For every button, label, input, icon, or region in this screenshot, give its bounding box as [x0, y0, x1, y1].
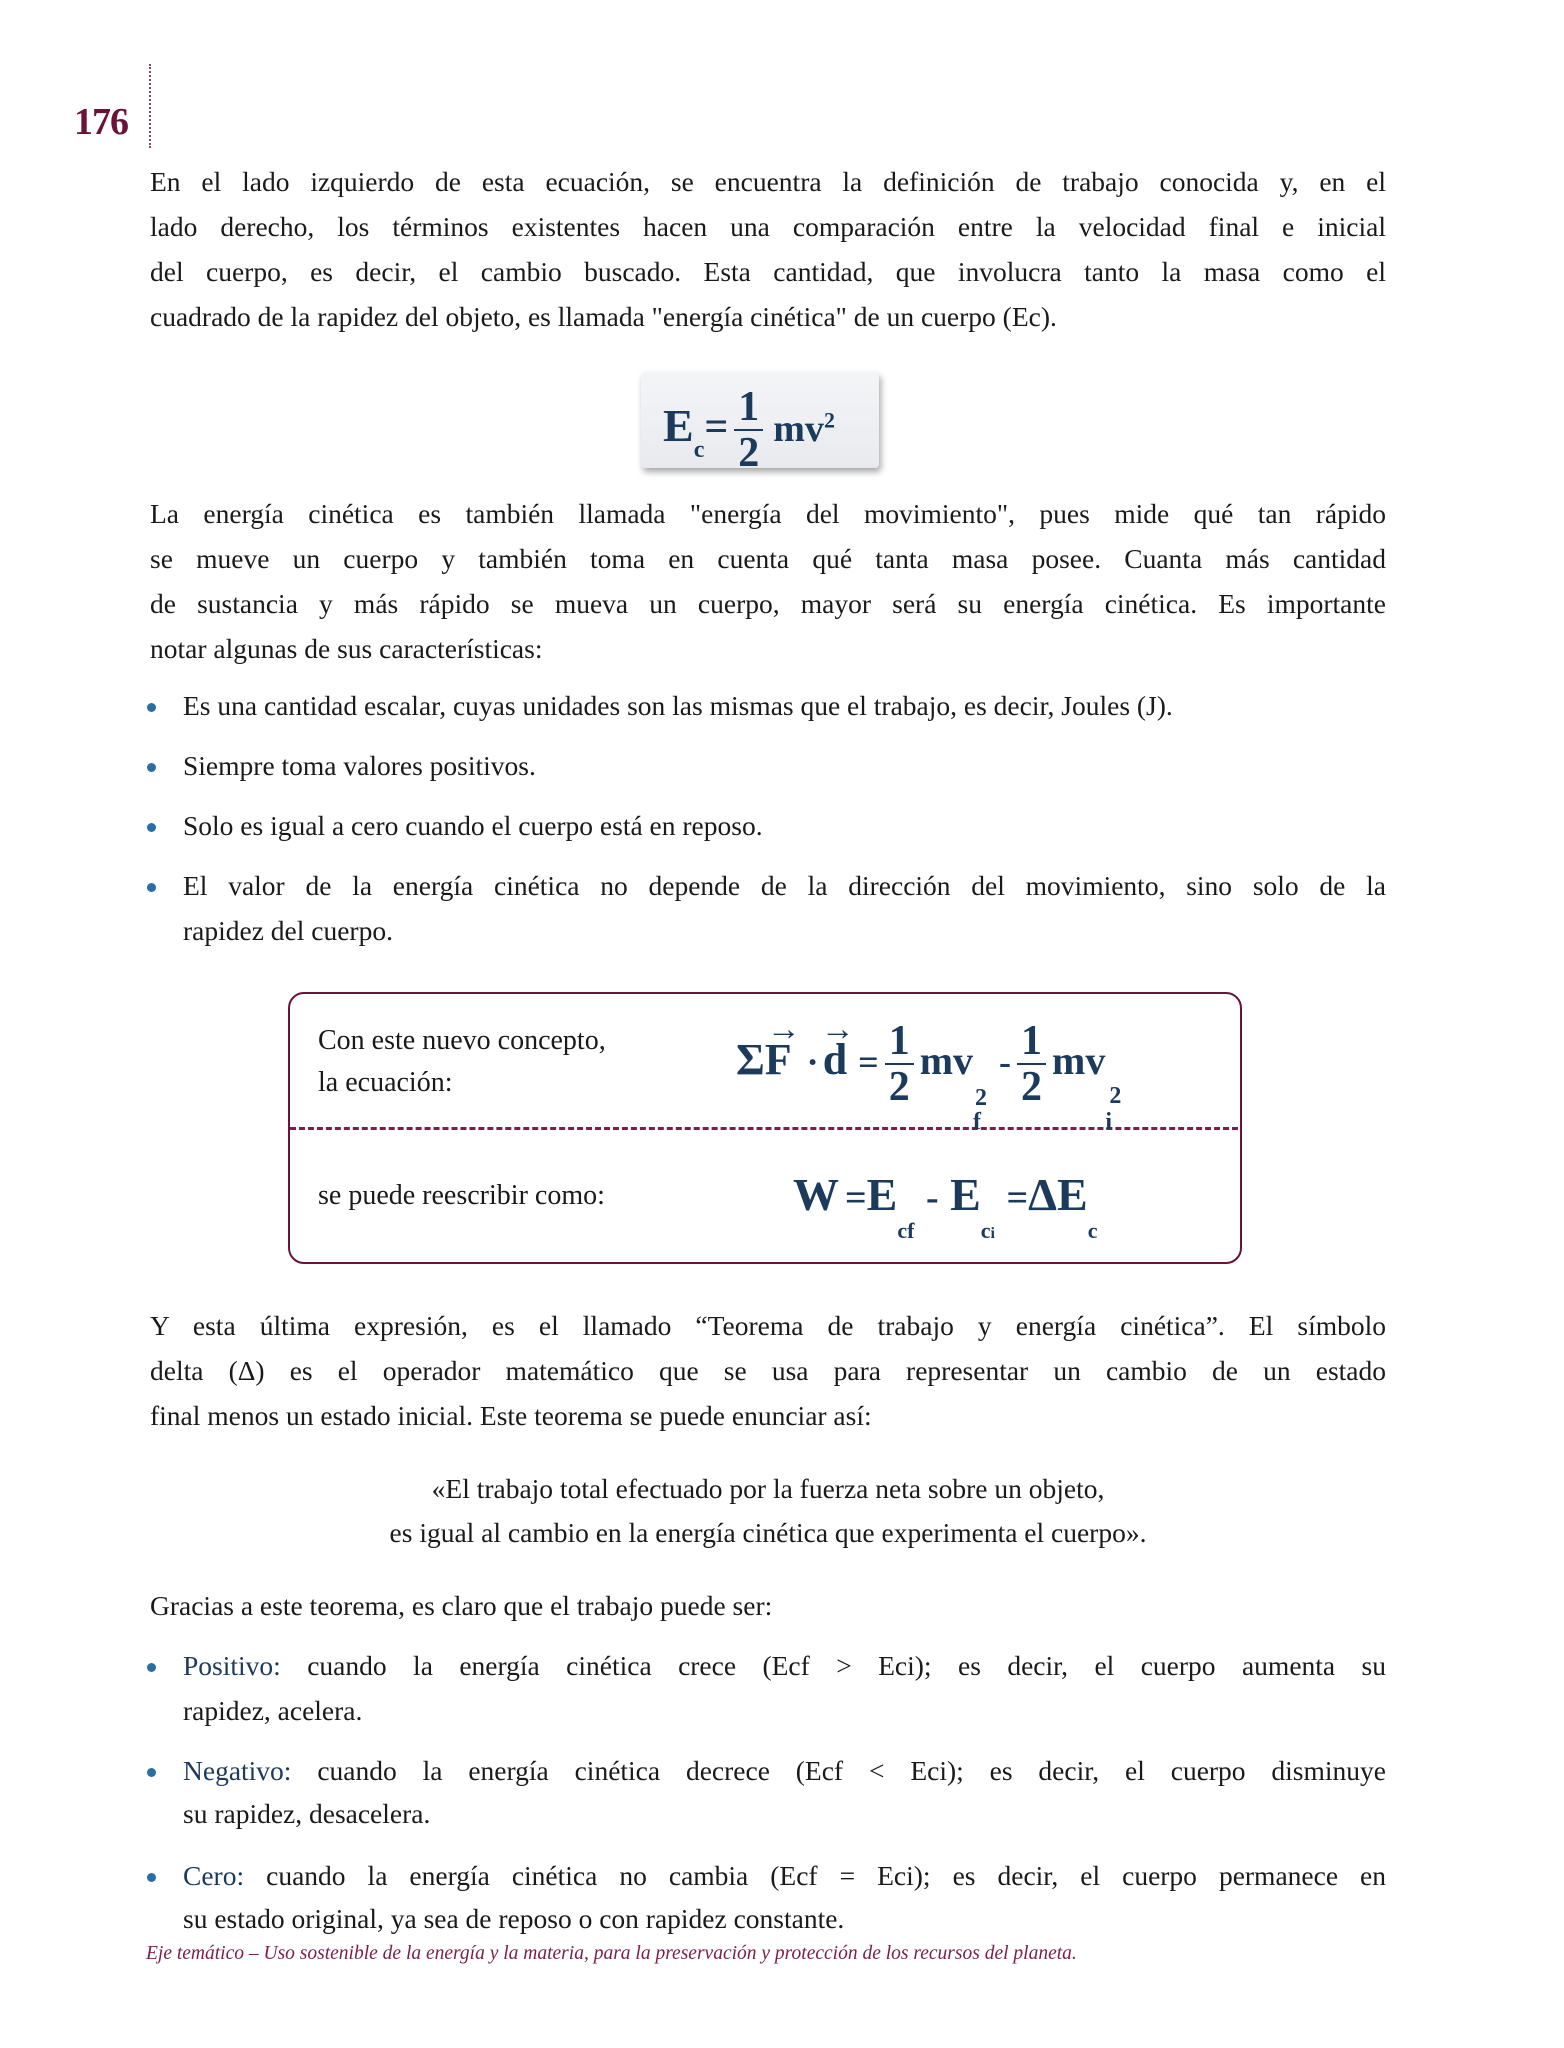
page-number-divider: [149, 64, 151, 148]
label-line: la ecuación:: [318, 1067, 453, 1098]
vector-arrow-icon: →: [820, 1011, 855, 1048]
formula-lhs: $E_c$: [663, 399, 705, 463]
text-line: La energía cinética es también llamada "energía del movimiento", pues mide qué tan rápido: [150, 498, 1386, 529]
text-line: Y esta última expresión, es el llamado “Teorema de trabajo y energía cinética”. El símbolo: [150, 1310, 1386, 1341]
bullet-icon: [147, 1873, 156, 1882]
page-number: 176: [74, 101, 128, 143]
formula-term: $mv^2$: [773, 407, 835, 450]
list-item-text: Solo es igual a cero cuando el cuerpo está en reposo.: [183, 810, 763, 841]
bullet-icon: [147, 763, 156, 772]
quote-line: «El trabajo total efectuado por la fuerza neta sobre un objeto,: [431, 1473, 1105, 1504]
text-line: delta (Δ) es el operador matemático que se usa para representar un cambio de un estado: [150, 1355, 1386, 1386]
list-item-text: Siempre toma valores positivos.: [183, 750, 536, 781]
box-divider: [290, 1127, 1238, 1130]
case-term: Cero:: [183, 1860, 245, 1891]
case-term: Negativo:: [183, 1755, 292, 1786]
label-line: Con este nuevo concepto,: [318, 1025, 606, 1056]
text-line: cuadrado de la rapidez del objeto, es llamada "energía cinética" de un cuerpo (Ec).: [150, 301, 1057, 332]
list-item-text: Negativo: cuando la energía cinética decrece (Ecf < Eci); es decir, el cuerpo disminuye: [183, 1755, 1386, 1786]
text-line: se mueve un cuerpo y también toma en cuenta qué tanta masa posee. Cuanta más cantidad: [150, 543, 1386, 574]
text-line: En el lado izquierdo de esta ecuación, se encuentra la definición de trabajo conocida y, en el: [150, 166, 1386, 197]
kinetic-energy-formula: [641, 372, 879, 477]
page-footer: Eje temático – Uso sostenible de la energía y la materia, para la preservación y protección de los recursos del planeta.: [146, 1943, 1077, 1964]
list-item-text: Cero: cuando la energía cinética no cambia (Ecf = Eci); es decir, el cuerpo permanece en: [183, 1860, 1386, 1891]
text-line: del cuerpo, es decir, el cambio buscado. Esta cantidad, que involucra tanto la masa como el: [150, 256, 1386, 287]
text-line: lado derecho, los términos existentes hacen una comparación entre la velocidad final e inicial: [150, 211, 1386, 242]
box-bottom-label: se puede reescribir como:: [318, 1180, 605, 1211]
work-energy-equation: Σ → F · → d = $\frac{1}{2}$ mv 2 f - $\frac{1}{2}$ mv 2 i: [736, 1010, 1131, 1112]
bullet-icon: [147, 823, 156, 832]
work-cases-intro: Gracias a este teorema, es claro que el trabajo puede ser:: [150, 1590, 773, 1621]
list-item-text: su estado original, ya sea de reposo o con rapidez constante.: [183, 1903, 845, 1934]
text-line: de sustancia y más rápido se mueva un cuerpo, mayor será su energía cinética. Es importante: [150, 588, 1386, 619]
quote-line: es igual al cambio en la energía cinética que experimenta el cuerpo».: [389, 1517, 1147, 1548]
list-item-text: su rapidez, desacelera.: [183, 1798, 431, 1829]
list-item-text: rapidez, acelera.: [183, 1695, 363, 1726]
bullet-icon: [147, 1663, 156, 1672]
list-item-text: El valor de la energía cinética no depende de la dirección del movimiento, sino solo de la: [183, 870, 1386, 901]
bullet-icon: [147, 703, 156, 712]
list-item-text: Positivo: cuando la energía cinética crece (Ecf > Eci); es decir, el cuerpo aumenta su: [183, 1650, 1386, 1681]
bullet-icon: [147, 883, 156, 892]
box-top-label: [318, 1020, 606, 1104]
text-line: final menos un estado inicial. Este teorema se puede enunciar así:: [150, 1400, 872, 1431]
work-theorem-equation: $W =E_{cf} - E_{ci} =\Delta E_c$: [793, 1169, 1098, 1244]
vector-arrow-icon: →: [766, 1011, 801, 1048]
equals-sign: =: [704, 404, 729, 451]
bullet-icon: [147, 1768, 156, 1777]
text-line: notar algunas de sus características:: [150, 633, 543, 664]
list-item-text: rapidez del cuerpo.: [183, 915, 393, 946]
case-term: Positivo:: [183, 1650, 281, 1681]
fraction-one-half: $\frac{1}{2}$: [734, 385, 763, 475]
list-item-text: Es una cantidad escalar, cuyas unidades son las mismas que el trabajo, es decir, Joules (J).: [183, 690, 1173, 721]
